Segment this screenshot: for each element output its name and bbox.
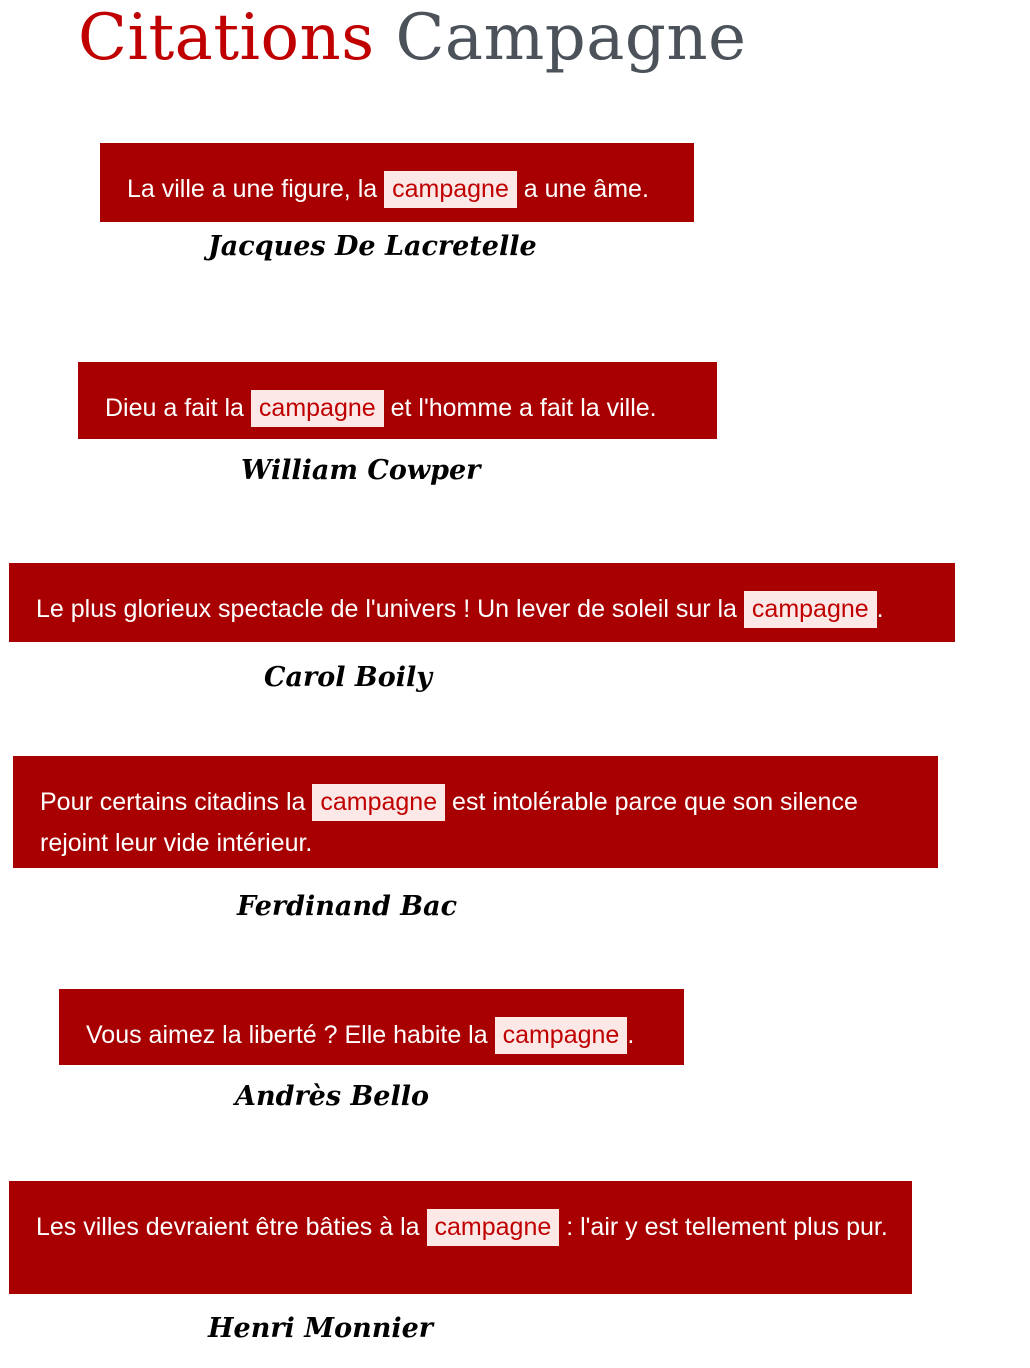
title-word-citations: Citations bbox=[78, 1, 375, 75]
quote-keyword-highlight: campagne bbox=[384, 171, 517, 208]
quote-text-after: : l'air y est tellement plus pur. bbox=[559, 1213, 888, 1241]
quote-author-5: Andrès Bello bbox=[235, 1081, 429, 1112]
quote-text-before: Vous aimez la liberté ? Elle habite la bbox=[86, 1021, 495, 1049]
quote-card-3 bbox=[9, 563, 955, 642]
quote-text-before: Pour certains citadins la bbox=[40, 788, 313, 816]
quote-author-3: Carol Boily bbox=[264, 662, 432, 693]
quote-author-1: Jacques De Lacretelle bbox=[208, 231, 537, 262]
quote-card-4 bbox=[13, 756, 938, 868]
quote-author-6: Henri Monnier bbox=[208, 1313, 434, 1344]
quote-text-after: a une âme. bbox=[516, 175, 649, 203]
quote-text-after: et l'homme a fait la ville. bbox=[383, 394, 657, 422]
quote-text-after: . bbox=[627, 1021, 635, 1049]
quote-card-1 bbox=[100, 143, 694, 222]
quote-text-after: . bbox=[876, 595, 884, 623]
quote-keyword-highlight: campagne bbox=[312, 784, 445, 821]
quote-text-before: Dieu a fait la bbox=[105, 394, 251, 422]
quote-card-2 bbox=[78, 362, 717, 439]
quote-keyword-highlight: campagne bbox=[744, 591, 877, 628]
page-title bbox=[78, 0, 746, 78]
quote-keyword-highlight: campagne bbox=[251, 390, 384, 427]
quote-card-5 bbox=[59, 989, 684, 1065]
quote-keyword-highlight: campagne bbox=[427, 1209, 560, 1246]
quote-keyword-highlight: campagne bbox=[495, 1017, 628, 1054]
title-word-campagne: Campagne bbox=[395, 1, 747, 75]
quote-text-before: Les villes devraient être bâties à la bbox=[36, 1213, 427, 1241]
quote-text-before: Le plus glorieux spectacle de l'univers ! Un lever de soleil sur la bbox=[36, 595, 744, 623]
quote-author-2: William Cowper bbox=[241, 455, 481, 486]
quote-text-after: est intolérable parce que son silence rejoint leur vide intérieur. bbox=[40, 788, 858, 857]
quote-text-before: La ville a une figure, la bbox=[127, 175, 385, 203]
quote-author-4: Ferdinand Bac bbox=[237, 891, 458, 922]
quote-card-6 bbox=[9, 1181, 912, 1294]
